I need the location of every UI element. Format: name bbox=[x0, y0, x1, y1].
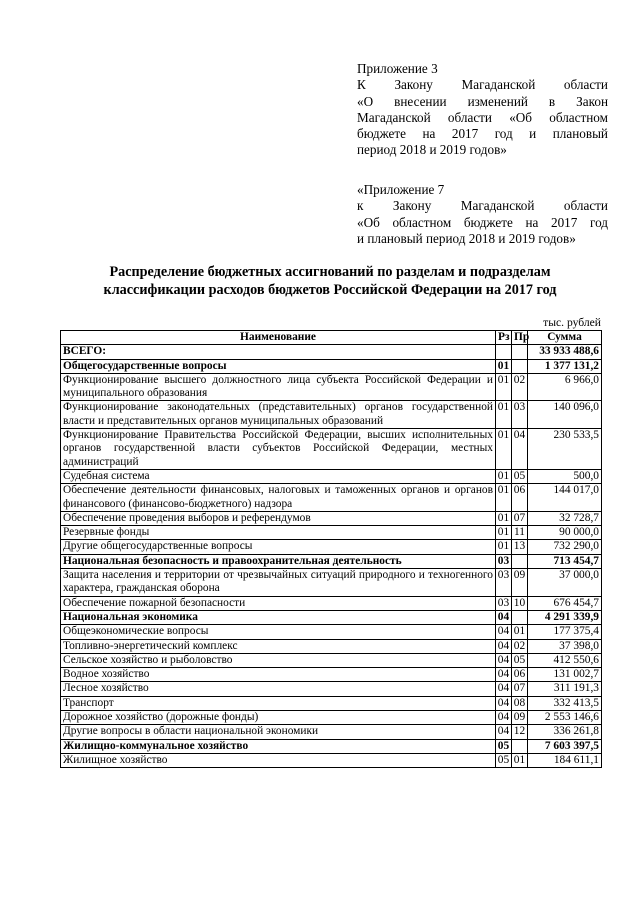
row-rz-cell: 01 bbox=[496, 484, 512, 512]
table-row bbox=[61, 526, 602, 540]
row-sum-cell: 332 413,5 bbox=[528, 696, 602, 710]
row-pr-cell: 04 bbox=[512, 429, 528, 470]
appendix-3-line: «О внесении изменений в Закон bbox=[357, 93, 608, 109]
table-row bbox=[61, 569, 602, 597]
table-header-row bbox=[61, 331, 602, 345]
row-pr-cell: 06 bbox=[512, 668, 528, 682]
row-rz-cell: 01 bbox=[496, 373, 512, 401]
row-sum-cell: 713 454,7 bbox=[528, 554, 602, 568]
row-sum-cell: 144 017,0 bbox=[528, 484, 602, 512]
row-rz-cell: 04 bbox=[496, 610, 512, 624]
row-rz-cell: 01 bbox=[496, 359, 512, 373]
row-rz-cell: 04 bbox=[496, 639, 512, 653]
row-name-cell: Обеспечение пожарной безопасности bbox=[61, 596, 496, 610]
appendix-7-header bbox=[357, 182, 608, 247]
header-rz: Рз bbox=[496, 331, 512, 345]
row-name-cell: Лесное хозяйство bbox=[61, 682, 496, 696]
table-row bbox=[61, 725, 602, 739]
table-row bbox=[61, 696, 602, 710]
table-row bbox=[61, 625, 602, 639]
appendix-7-line: «Приложение 7 bbox=[357, 182, 445, 197]
appendix-7-line: «Об областном бюджете на 2017 год bbox=[357, 214, 608, 230]
row-sum-cell: 32 728,7 bbox=[528, 511, 602, 525]
row-sum-cell: 732 290,0 bbox=[528, 540, 602, 554]
table-row bbox=[61, 429, 602, 470]
appendix-3-line: К Закону Магаданской области bbox=[357, 77, 608, 93]
row-rz-cell: 03 bbox=[496, 596, 512, 610]
appendix-7-line: к Закону Магаданской области bbox=[357, 198, 608, 214]
row-pr-cell: 13 bbox=[512, 540, 528, 554]
row-name-cell: Функционирование Правительства Российской Федерации, высших исполнительных органов государственной власти субъектов Российской Федерации, местных администраций bbox=[61, 429, 496, 470]
table-row bbox=[61, 711, 602, 725]
table-row bbox=[61, 739, 602, 753]
row-rz-cell: 04 bbox=[496, 668, 512, 682]
document-title bbox=[60, 264, 600, 299]
row-name-cell: Сельское хозяйство и рыболовство bbox=[61, 653, 496, 667]
row-name-cell: Общегосударственные вопросы bbox=[61, 359, 496, 373]
row-rz-cell: 04 bbox=[496, 725, 512, 739]
table-row bbox=[61, 668, 602, 682]
row-pr-cell: 08 bbox=[512, 696, 528, 710]
header-pr: Пр bbox=[512, 331, 528, 345]
row-name-cell: Жилищное хозяйство bbox=[61, 753, 496, 767]
table-row bbox=[61, 554, 602, 568]
table-row bbox=[61, 511, 602, 525]
title-line-1: Распределение бюджетных ассигнований по разделам и подразделам bbox=[109, 264, 551, 280]
row-name-cell: Функционирование законодательных (представительных) органов государственной власти и представительных органов муниципальных образований bbox=[61, 401, 496, 429]
row-pr-cell bbox=[512, 610, 528, 624]
table-row bbox=[61, 540, 602, 554]
appendix-7-line: и плановый период 2018 и 2019 годов» bbox=[357, 230, 576, 246]
row-name-cell: Функционирование высшего должностного лица субъекта Российской Федерации и муниципального образования bbox=[61, 373, 496, 401]
row-sum-cell: 131 002,7 bbox=[528, 668, 602, 682]
row-name-cell: Защита населения и территории от чрезвычайных ситуаций природного и техногенного характера, гражданская оборона bbox=[61, 569, 496, 597]
row-pr-cell: 11 bbox=[512, 526, 528, 540]
table-row bbox=[61, 469, 602, 483]
row-pr-cell bbox=[512, 739, 528, 753]
row-name-cell: Обеспечение деятельности финансовых, налоговых и таможенных органов и органов финансового (финансово-бюджетного) надзора bbox=[61, 484, 496, 512]
table-body bbox=[61, 345, 602, 768]
row-name-cell: Другие вопросы в области национальной экономики bbox=[61, 725, 496, 739]
row-sum-cell: 184 611,1 bbox=[528, 753, 602, 767]
row-pr-cell bbox=[512, 554, 528, 568]
table-row bbox=[61, 373, 602, 401]
row-sum-cell: 90 000,0 bbox=[528, 526, 602, 540]
row-rz-cell: 04 bbox=[496, 696, 512, 710]
row-sum-cell: 140 096,0 bbox=[528, 401, 602, 429]
row-pr-cell: 03 bbox=[512, 401, 528, 429]
row-pr-cell: 09 bbox=[512, 569, 528, 597]
row-name-cell: Жилищно-коммунальное хозяйство bbox=[61, 739, 496, 753]
row-name-cell: Резервные фонды bbox=[61, 526, 496, 540]
row-pr-cell: 12 bbox=[512, 725, 528, 739]
row-name-cell: Общеэкономические вопросы bbox=[61, 625, 496, 639]
row-rz-cell: 03 bbox=[496, 554, 512, 568]
budget-table bbox=[60, 330, 602, 768]
row-pr-cell: 02 bbox=[512, 373, 528, 401]
row-pr-cell: 07 bbox=[512, 511, 528, 525]
row-sum-cell: 230 533,5 bbox=[528, 429, 602, 470]
row-sum-cell: 311 191,3 bbox=[528, 682, 602, 696]
row-rz-cell: 04 bbox=[496, 711, 512, 725]
row-name-cell: Другие общегосударственные вопросы bbox=[61, 540, 496, 554]
table-row bbox=[61, 359, 602, 373]
row-sum-cell: 7 603 397,5 bbox=[528, 739, 602, 753]
row-rz-cell bbox=[496, 345, 512, 359]
row-name-cell: Национальная экономика bbox=[61, 610, 496, 624]
row-pr-cell: 05 bbox=[512, 653, 528, 667]
row-name-cell: Обеспечение проведения выборов и референдумов bbox=[61, 511, 496, 525]
row-rz-cell: 01 bbox=[496, 511, 512, 525]
row-rz-cell: 01 bbox=[496, 540, 512, 554]
table-row bbox=[61, 610, 602, 624]
row-name-cell: Топливно-энергетический комплекс bbox=[61, 639, 496, 653]
table-row bbox=[61, 639, 602, 653]
row-name-cell: Транспорт bbox=[61, 696, 496, 710]
table-row bbox=[61, 596, 602, 610]
row-sum-cell: 336 261,8 bbox=[528, 725, 602, 739]
row-sum-cell: 37 398,0 bbox=[528, 639, 602, 653]
table-row bbox=[61, 682, 602, 696]
row-sum-cell: 4 291 339,9 bbox=[528, 610, 602, 624]
row-rz-cell: 03 bbox=[496, 569, 512, 597]
row-rz-cell: 01 bbox=[496, 429, 512, 470]
appendix-3-line: Магаданской области «Об областном bbox=[357, 109, 608, 125]
row-name-cell: Судебная система bbox=[61, 469, 496, 483]
row-name-cell: Национальная безопасность и правоохранительная деятельность bbox=[61, 554, 496, 568]
row-rz-cell: 05 bbox=[496, 753, 512, 767]
table-row bbox=[61, 401, 602, 429]
row-pr-cell: 01 bbox=[512, 753, 528, 767]
appendix-3-line: период 2018 и 2019 годов» bbox=[357, 142, 507, 158]
row-pr-cell bbox=[512, 345, 528, 359]
row-sum-cell: 177 375,4 bbox=[528, 625, 602, 639]
row-pr-cell: 01 bbox=[512, 625, 528, 639]
table-row bbox=[61, 753, 602, 767]
row-sum-cell: 33 933 488,6 bbox=[528, 345, 602, 359]
table-row bbox=[61, 484, 602, 512]
appendix-3-line: бюджете на 2017 год и плановый bbox=[357, 126, 608, 142]
table-row bbox=[61, 653, 602, 667]
row-sum-cell: 37 000,0 bbox=[528, 569, 602, 597]
row-name-cell: ВСЕГО: bbox=[61, 345, 496, 359]
row-sum-cell: 676 454,7 bbox=[528, 596, 602, 610]
row-pr-cell: 09 bbox=[512, 711, 528, 725]
row-rz-cell: 04 bbox=[496, 653, 512, 667]
table-row bbox=[61, 345, 602, 359]
row-pr-cell bbox=[512, 359, 528, 373]
row-name-cell: Водное хозяйство bbox=[61, 668, 496, 682]
row-rz-cell: 01 bbox=[496, 526, 512, 540]
header-sum: Сумма bbox=[528, 331, 602, 345]
row-rz-cell: 04 bbox=[496, 625, 512, 639]
row-rz-cell: 01 bbox=[496, 401, 512, 429]
title-line-2: классификации расходов бюджетов Российской Федерации на 2017 год bbox=[103, 281, 557, 298]
units-label: тыс. рублей bbox=[543, 316, 601, 329]
row-rz-cell: 01 bbox=[496, 469, 512, 483]
row-sum-cell: 412 550,6 bbox=[528, 653, 602, 667]
row-rz-cell: 04 bbox=[496, 682, 512, 696]
row-pr-cell: 05 bbox=[512, 469, 528, 483]
row-rz-cell: 05 bbox=[496, 739, 512, 753]
row-sum-cell: 2 553 146,6 bbox=[528, 711, 602, 725]
row-sum-cell: 6 966,0 bbox=[528, 373, 602, 401]
row-name-cell: Дорожное хозяйство (дорожные фонды) bbox=[61, 711, 496, 725]
appendix-3-line: Приложение 3 bbox=[357, 61, 438, 76]
row-pr-cell: 06 bbox=[512, 484, 528, 512]
row-pr-cell: 07 bbox=[512, 682, 528, 696]
header-name: Наименование bbox=[61, 331, 496, 345]
row-sum-cell: 500,0 bbox=[528, 469, 602, 483]
row-sum-cell: 1 377 131,2 bbox=[528, 359, 602, 373]
appendix-3-header bbox=[357, 61, 608, 159]
row-pr-cell: 10 bbox=[512, 596, 528, 610]
row-pr-cell: 02 bbox=[512, 639, 528, 653]
